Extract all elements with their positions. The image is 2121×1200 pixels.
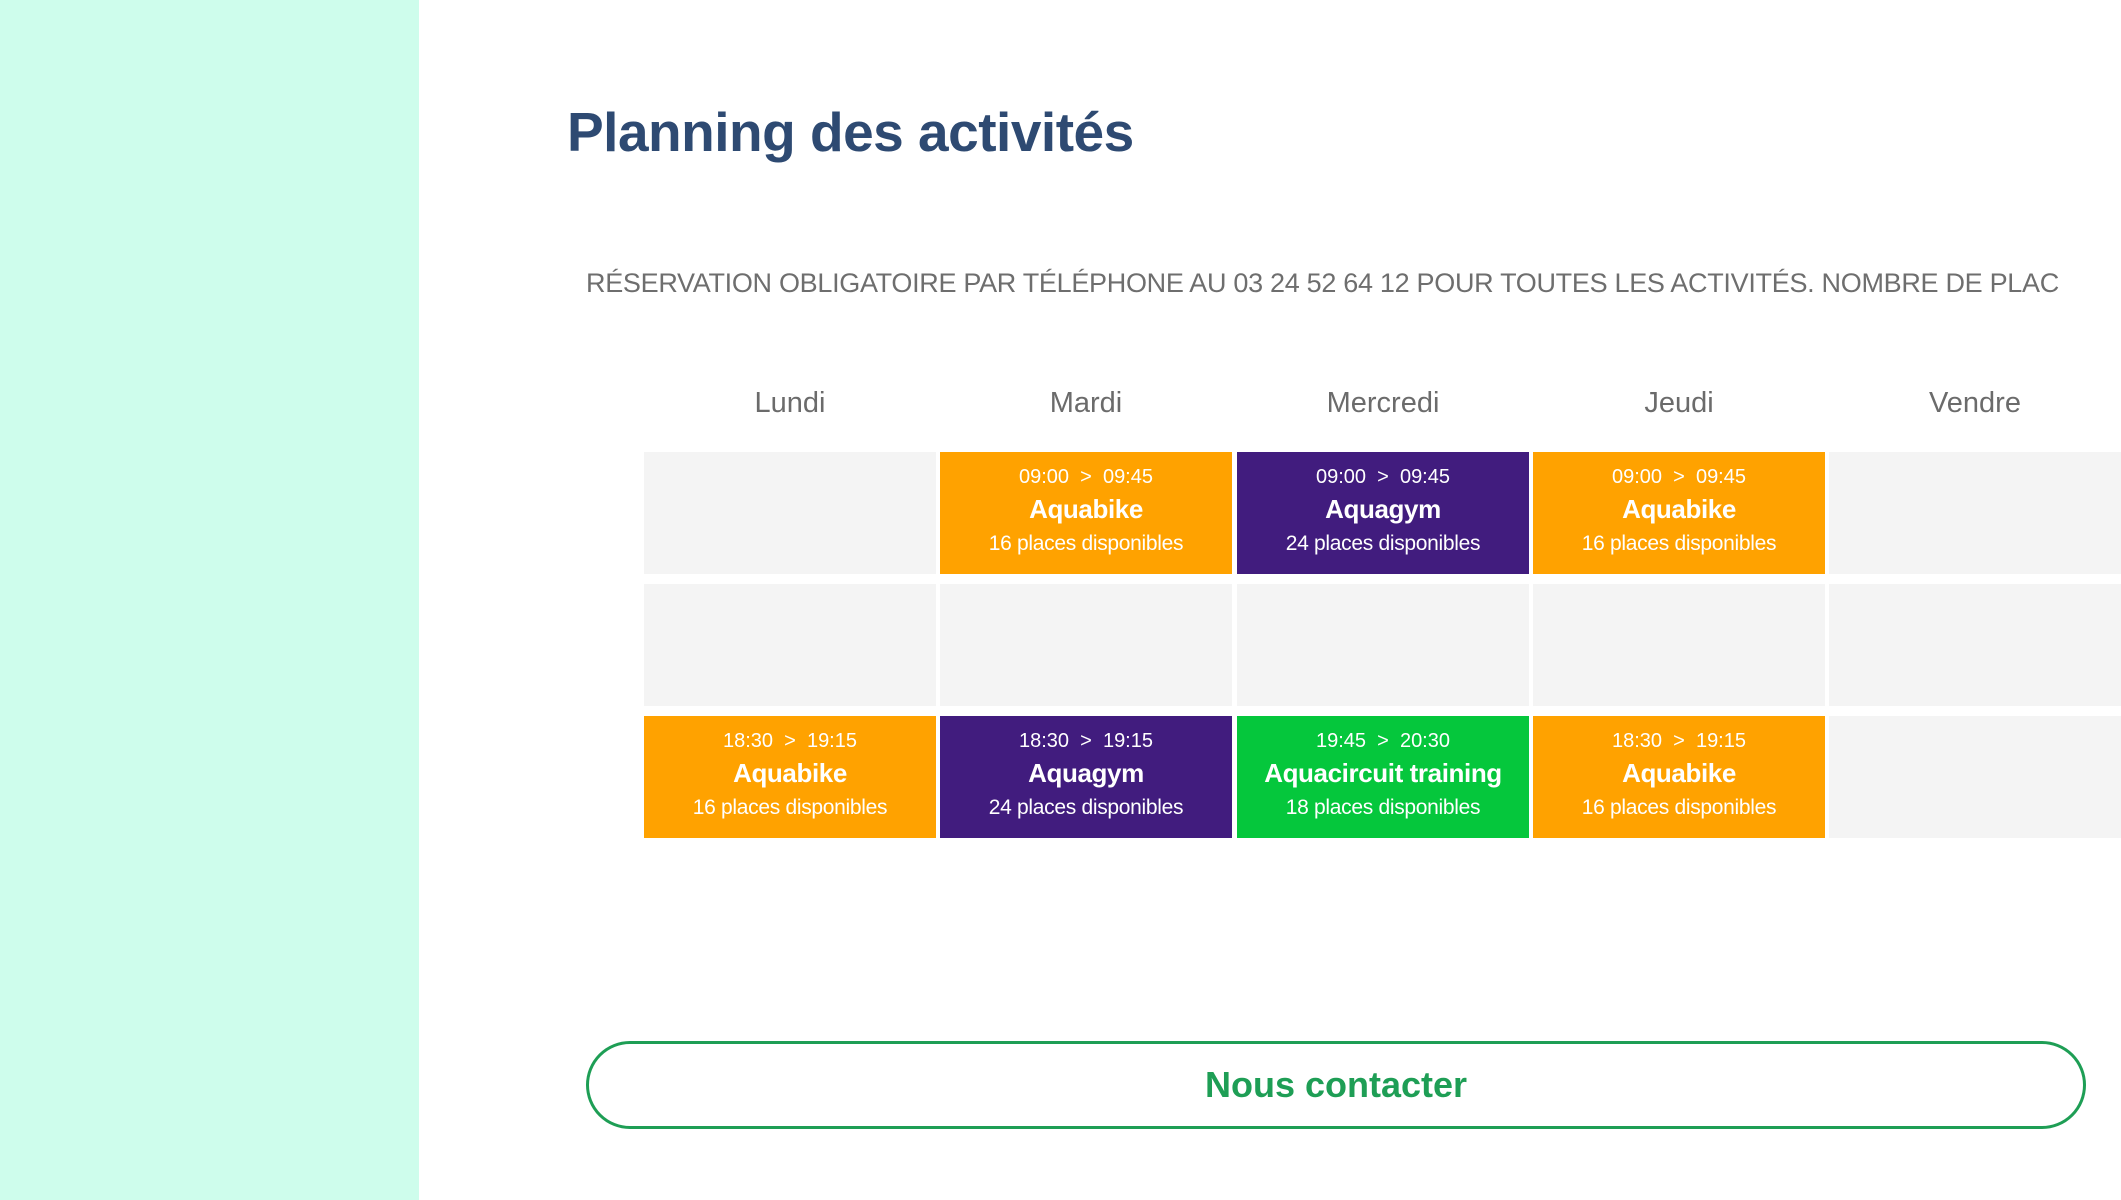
activity-places: 24 places disponibles <box>1285 532 1481 555</box>
activity-name: Aquagym <box>1325 494 1441 524</box>
activity-name: Aquacircuit training <box>1264 758 1502 788</box>
day-header-vendredi: Vendre <box>1929 387 2021 419</box>
sidebar-panel <box>0 0 419 1200</box>
activity-time: 09:00 > 09:45 <box>1315 466 1450 488</box>
activity-time: 09:00 > 09:45 <box>1018 466 1153 488</box>
activity-time: 19:45 > 20:30 <box>1315 730 1450 752</box>
activity-name: Aquabike <box>1029 494 1143 524</box>
activity-places: 16 places disponibles <box>1581 796 1777 819</box>
empty-slot <box>1829 452 2121 574</box>
contact-button[interactable]: Nous contacter <box>586 1041 2086 1129</box>
empty-slot <box>1829 584 2121 706</box>
activity-slot[interactable] <box>1237 716 1529 838</box>
activity-slot[interactable] <box>940 716 1232 838</box>
empty-slot <box>644 452 936 574</box>
activity-name: Aquabike <box>733 758 847 788</box>
day-header-mercredi: Mercredi <box>1326 387 1440 419</box>
empty-slot <box>1829 716 2121 838</box>
activity-places: 16 places disponibles <box>1581 532 1777 555</box>
day-header-mardi: Mardi <box>1049 387 1123 419</box>
activity-time: 09:00 > 09:45 <box>1611 466 1746 488</box>
reservation-notice: RÉSERVATION OBLIGATOIRE PAR TÉLÉPHONE AU 03 24 52 64 12 POUR TOUTES LES ACTIVITÉS. NOMBRE DE PLAC <box>586 268 2059 298</box>
main-content <box>419 0 2059 1200</box>
activity-slot[interactable] <box>644 716 936 838</box>
activity-time: 18:30 > 19:15 <box>1611 730 1746 752</box>
empty-slot <box>940 584 1232 706</box>
activity-name: Aquagym <box>1028 758 1144 788</box>
empty-slot <box>1237 584 1529 706</box>
activity-slot[interactable] <box>1533 716 1825 838</box>
activity-slot[interactable] <box>1533 452 1825 574</box>
empty-slot <box>644 584 936 706</box>
activity-places: 16 places disponibles <box>692 796 888 819</box>
activity-slot[interactable] <box>940 452 1232 574</box>
activity-time: 18:30 > 19:15 <box>1018 730 1153 752</box>
day-header-jeudi: Jeudi <box>1644 387 1714 419</box>
activity-places: 18 places disponibles <box>1285 796 1481 819</box>
activity-places: 16 places disponibles <box>988 532 1184 555</box>
empty-slot <box>1533 584 1825 706</box>
day-header-lundi: Lundi <box>754 387 826 419</box>
page-title: Planning des activités <box>567 101 1134 163</box>
activity-slot[interactable] <box>1237 452 1529 574</box>
activity-places: 24 places disponibles <box>988 796 1184 819</box>
activity-time: 18:30 > 19:15 <box>722 730 857 752</box>
activity-name: Aquabike <box>1622 494 1736 524</box>
activity-name: Aquabike <box>1622 758 1736 788</box>
